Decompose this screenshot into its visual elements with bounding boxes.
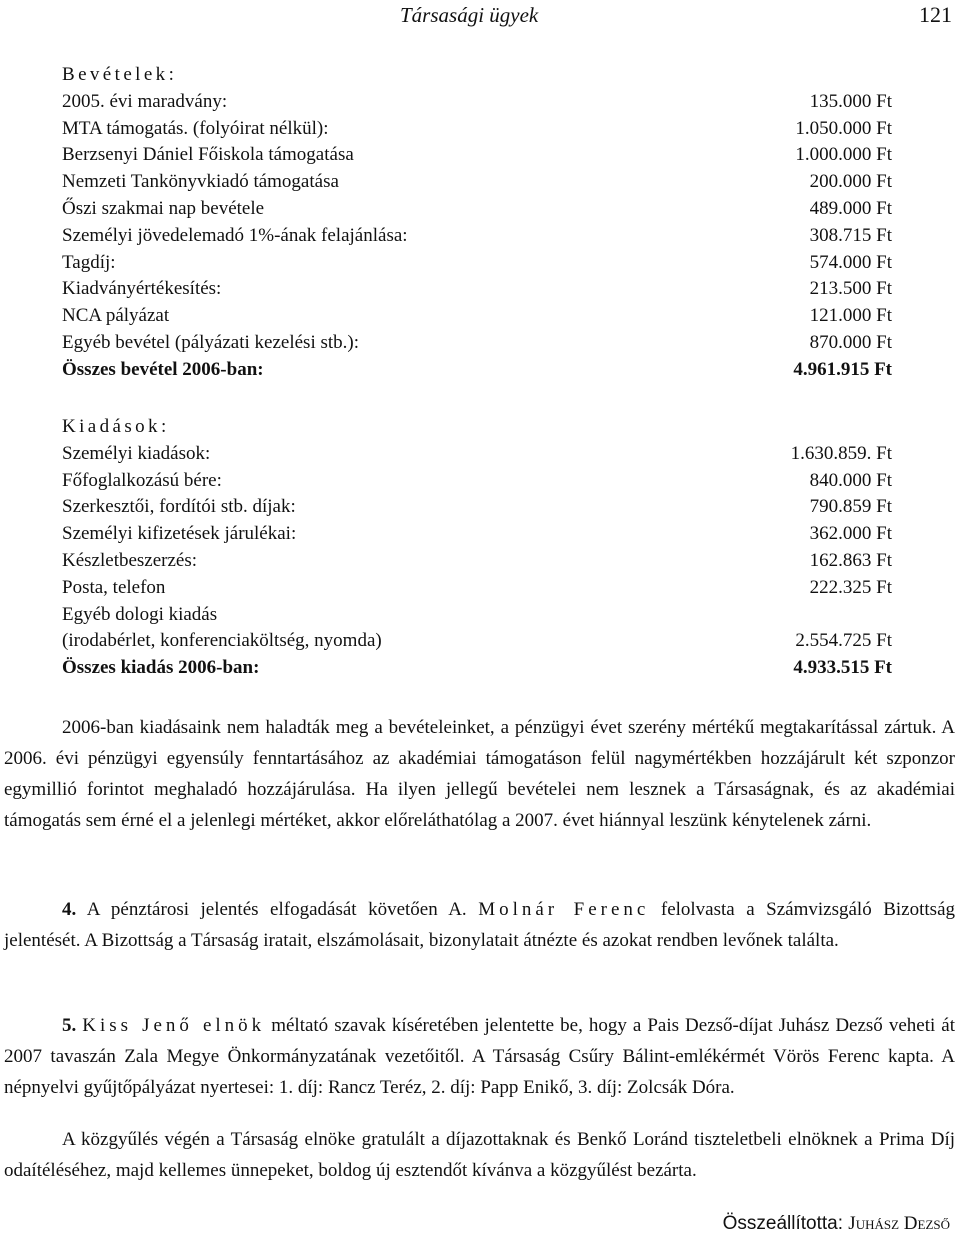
income-amount: 135.000 Ft [809,90,892,112]
income-label: Egyéb bevétel (pályázati kezelési stb.): [62,331,360,353]
expense-heading: Kiadások: [62,416,170,437]
expense-amount: 2.554.725 Ft [795,630,892,652]
running-title: Társasági ügyek [400,3,539,27]
income-heading-row [62,62,892,89]
signature-name: Juhász Dezső [848,1213,950,1234]
income-label: MTA támogatás. (folyóirat nélkül): [62,117,329,139]
expense-label: (irodabérlet, konferenciaköltség, nyomda) [62,630,382,652]
income-total-amount: 4.961.915 Ft [793,358,892,380]
expense-label: Szerkesztői, fordítói stb. díjak: [62,496,296,518]
page-header [0,0,960,34]
closing-paragraph: A közgyűlés végén a Társaság elnöke gratulált a díjazottaknak és Benkő Loránd tiszteletbeli elnöknek a Prima Díj odaítéléséhez, majd kellemes ünnepeket, boldog új esztendőt kívánva a közgyűlést bezárta. [4,1129,955,1181]
item-5-number: 5. [62,1015,77,1036]
income-label: Őszi szakmai nap bevétele [62,197,265,219]
income-label: 2005. évi maradvány: [62,90,228,112]
expense-label: Főfoglalkozású bére: [62,469,222,491]
item-4-text-before: A pénztárosi jelentés elfogadását követően A. [76,899,479,920]
expense-row [62,521,892,548]
income-amount: 200.000 Ft [809,171,892,193]
expense-amount: 222.325 Ft [809,576,892,598]
expense-total-amount: 4.933.515 Ft [793,657,892,679]
income-row [62,330,892,357]
expense-label: Egyéb dologi kiadás [62,603,218,625]
income-label: Személyi jövedelemadó 1%-ának felajánlása: [62,224,408,246]
expense-row [62,602,892,629]
income-amount: 574.000 Ft [809,251,892,273]
item-5-name: Kiss Jenő elnök [82,1015,266,1036]
income-amount: 213.500 Ft [809,278,892,300]
income-amount: 1.050.000 Ft [795,117,892,139]
income-label: Berzsenyi Dániel Főiskola támogatása [62,144,354,166]
income-row [62,116,892,143]
expense-heading-row [62,414,892,441]
expense-row [62,628,892,655]
expense-row [62,441,892,468]
expense-row [62,548,892,575]
income-list [62,62,892,384]
income-row [62,89,892,116]
income-amount: 121.000 Ft [809,305,892,327]
signature [723,1212,950,1236]
expense-total-label: Összes kiadás 2006-ban: [62,657,260,679]
income-row [62,196,892,223]
income-row [62,142,892,169]
expense-amount: 362.000 Ft [809,523,892,545]
income-row [62,250,892,277]
item-4-text-after: felolvasta a Számvizsgáló Bizottság jelentését. A Bizottság a Társaság iratait, elszámolásait, bizonylatait átnézte és azokat rendben levőnek találta. [4,899,956,951]
page-number: 121 [919,2,952,27]
summary-paragraph: 2006-ban kiadásaink nem haladták meg a bevételeinket, a pénzügyi évet szerény mértékű megtakarítással zártuk. A 2006. évi pénzügyi egyensúly fenntartásához az akadémiai támogatáson felül nagymértékben hozzájárult két szponzor egymillió forintot meghaladó hozzájárulása. Ha ilyen jellegű bevételei nem lesznek a Társaságnak, és az akadémiai támogatás sem érné el a jelenlegi mértéket, akkor előreláthatólag a 2007. évet hiánnyal leszünk kénytelenek zárni. [4,717,955,831]
expense-label: Személyi kiadások: [62,442,211,464]
income-label: Nemzeti Tankönyvkiadó támogatása [62,171,339,193]
expense-amount: 790.859 Ft [809,496,892,518]
income-amount: 489.000 Ft [809,197,892,219]
expense-label: Készletbeszerzés: [62,549,198,571]
item-5-paragraph [4,1010,955,1103]
expense-amount: 840.000 Ft [809,469,892,491]
income-row [62,276,892,303]
item-4-name: Molnár Ferenc [478,899,650,920]
expense-total-row [62,655,892,682]
income-total-row [62,357,892,384]
expense-amount: 1.630.859. Ft [790,442,892,464]
income-row [62,169,892,196]
income-amount: 870.000 Ft [809,331,892,353]
signature-prefix: Összeállította: [722,1213,849,1234]
income-label: NCA pályázat [62,305,170,327]
income-amount: 1.000.000 Ft [795,144,892,166]
income-heading: Bevételek: [62,64,178,85]
income-row [62,223,892,250]
item-5-text: méltató szavak kíséretében jelentette be, hogy a Pais Dezső-díjat Juhász Dezső veheti át 2007 tavaszán Zala Megye Önkormányzatának vezetőitől. A Társaság Csűry Bálint-emlékérmét Vörös Ferenc kapta. A népnyelvi gyűjtőpályázat nyertesei: 1. díj: Rancz Teréz, 2. díj: Papp Enikő, 3. díj: Zolcsák Dóra. [4,1015,956,1098]
expense-amount: 162.863 Ft [809,549,892,571]
income-amount: 308.715 Ft [809,224,892,246]
income-label: Tagdíj: [62,251,116,273]
item-4-paragraph [4,894,955,956]
income-row [62,303,892,330]
item-4-number: 4. [62,899,77,920]
income-label: Kiadványértékesítés: [62,278,222,300]
income-total-label: Összes bevétel 2006-ban: [62,358,264,380]
expense-row [62,494,892,521]
expense-label: Személyi kifizetések járulékai: [62,523,297,545]
expense-list [62,414,892,682]
expense-row [62,468,892,495]
expense-row [62,575,892,602]
expense-label: Posta, telefon [62,576,166,598]
